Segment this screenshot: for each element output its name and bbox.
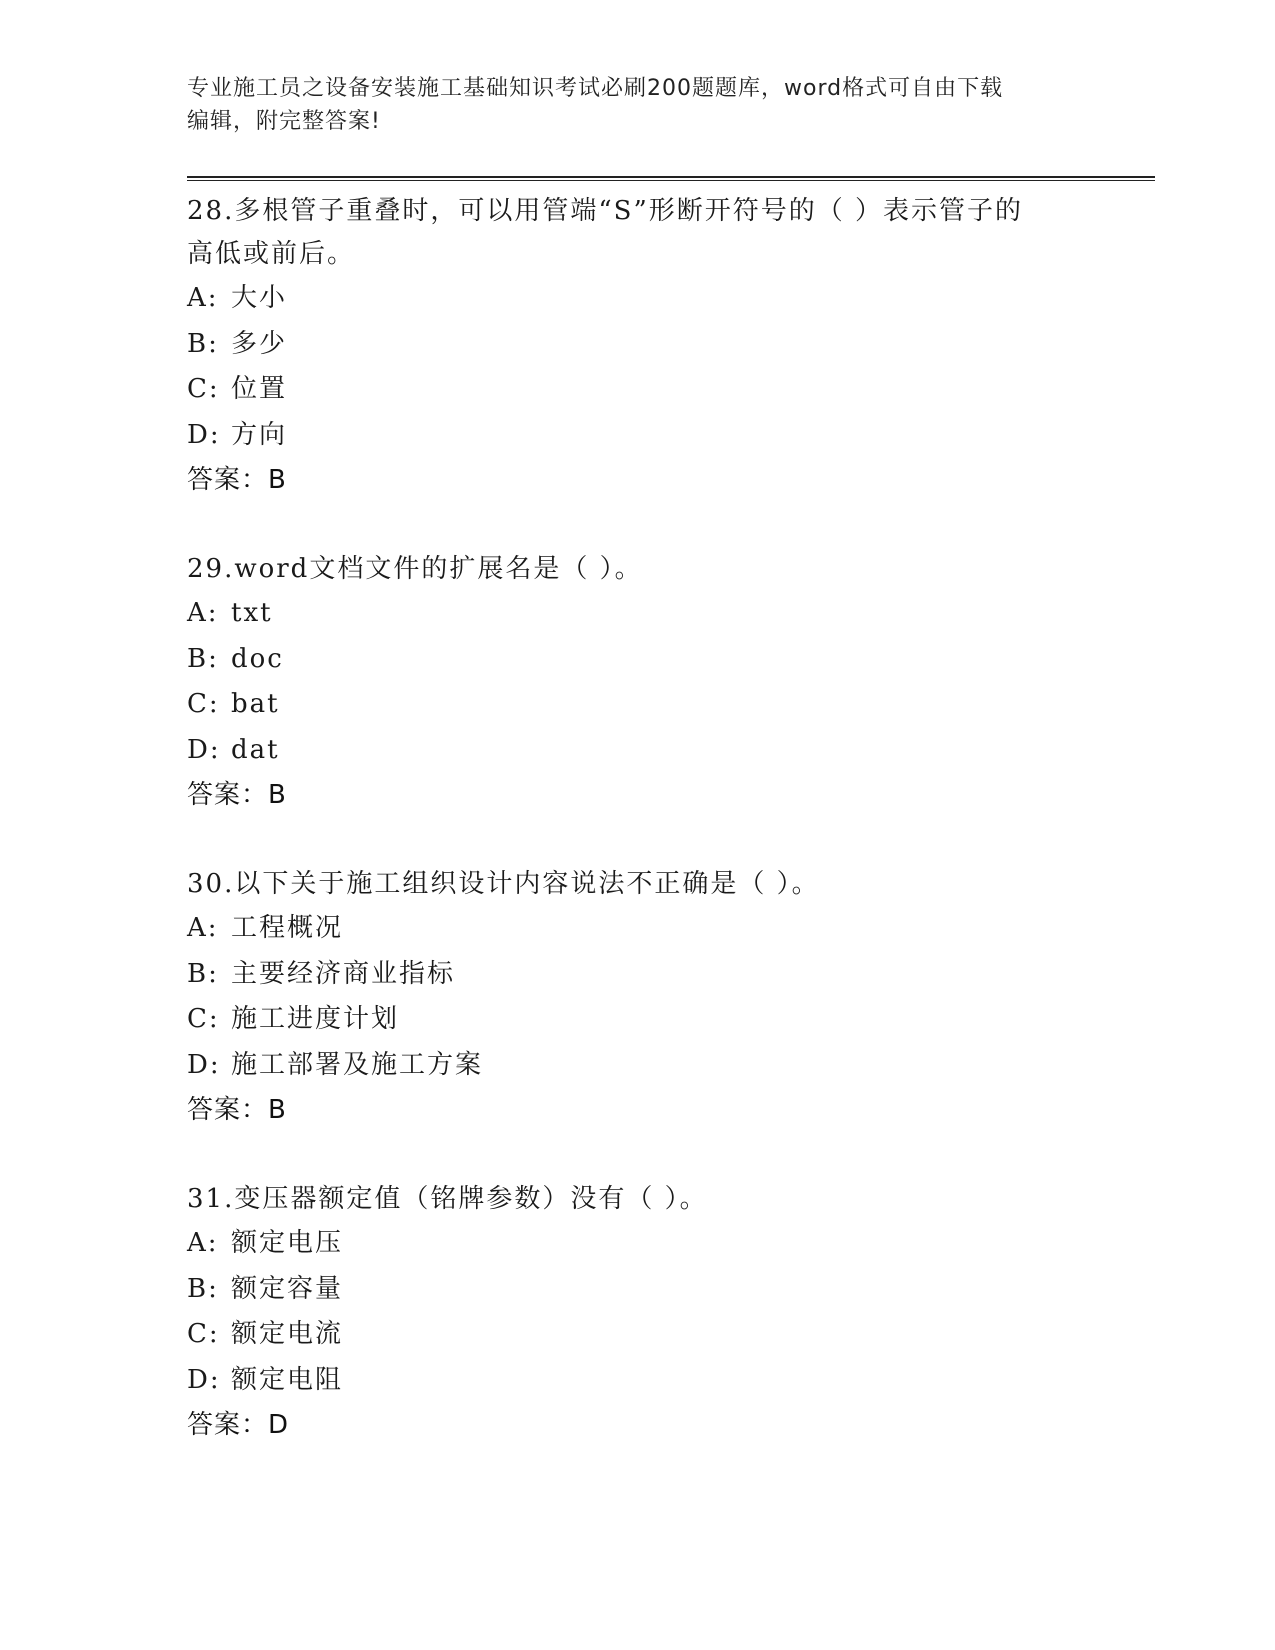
question-stem	[187, 548, 1087, 591]
option-d	[187, 728, 1087, 774]
question-spacer	[187, 1133, 1087, 1178]
option-c	[187, 997, 1087, 1043]
option-c	[187, 367, 1087, 413]
option-text: 额定电流	[231, 1319, 344, 1349]
option-b	[187, 1267, 1087, 1313]
option-letter: C:	[187, 374, 220, 404]
document-header	[187, 72, 1067, 138]
answer-line: 答案：B	[187, 1095, 287, 1125]
question-stem-line: 29.word文档文件的扩展名是（ ）。	[187, 554, 643, 584]
question-stem	[187, 190, 1087, 276]
option-letter: C:	[187, 1319, 220, 1349]
question-spacer	[187, 503, 1087, 548]
option-letter: A:	[187, 913, 219, 943]
question-stem-line: 31.变压器额定值（铭牌参数）没有（ ）。	[187, 1184, 708, 1214]
option-letter: C:	[187, 1004, 220, 1034]
option-text: 大小	[231, 283, 288, 313]
option-text: doc	[231, 643, 284, 674]
option-letter: A:	[187, 283, 219, 313]
option-b	[187, 637, 1087, 683]
option-d	[187, 1043, 1087, 1089]
option-text: dat	[231, 734, 280, 765]
option-a	[187, 276, 1087, 322]
question-29	[187, 548, 1087, 818]
option-text: 方向	[231, 419, 288, 450]
option-text: 多少	[231, 328, 288, 359]
option-letter: B:	[187, 1273, 219, 1304]
option-c	[187, 1312, 1087, 1358]
answer-line: 答案：B	[187, 780, 287, 810]
option-letter: A:	[187, 598, 219, 628]
option-d	[187, 413, 1087, 459]
option-a	[187, 1221, 1087, 1267]
option-letter: B:	[187, 958, 219, 989]
question-stem-line: 30.以下关于施工组织设计内容说法不正确是（ ）。	[187, 869, 820, 899]
option-b	[187, 322, 1087, 368]
question-list	[187, 190, 1087, 1448]
question-31	[187, 1178, 1087, 1448]
question-spacer	[187, 818, 1087, 863]
option-text: 施工进度计划	[231, 1004, 400, 1034]
option-letter: B:	[187, 328, 219, 359]
header-divider	[187, 176, 1155, 181]
option-letter: A:	[187, 1228, 219, 1258]
answer-line: 答案：B	[187, 465, 287, 495]
question-28	[187, 190, 1087, 503]
option-text: 施工部署及施工方案	[231, 1049, 484, 1080]
option-letter: D:	[187, 1364, 221, 1395]
option-letter: D:	[187, 419, 221, 450]
question-stem	[187, 1178, 1087, 1221]
option-b	[187, 952, 1087, 998]
option-text: 额定电压	[231, 1228, 344, 1258]
option-text: 额定电阻	[231, 1364, 344, 1395]
option-d	[187, 1358, 1087, 1404]
option-text: 工程概况	[231, 913, 344, 943]
option-c	[187, 682, 1087, 728]
header-line-1: 专业施工员之设备安装施工基础知识考试必刷200题题库，word格式可自由下载	[187, 76, 1004, 101]
question-stem	[187, 863, 1087, 906]
answer-line: 答案：D	[187, 1410, 290, 1440]
option-text: bat	[231, 689, 280, 719]
option-letter: B:	[187, 643, 219, 674]
question-30	[187, 863, 1087, 1133]
option-letter: D:	[187, 734, 221, 765]
option-text: txt	[231, 598, 273, 628]
header-line-2: 编辑，附完整答案!	[187, 109, 381, 134]
question-stem-line: 高低或前后。	[187, 239, 356, 269]
question-stem-line: 28.多根管子重叠时，可以用管端“S”形断开符号的（ ）表示管子的	[187, 196, 1024, 226]
option-text: 额定容量	[231, 1273, 344, 1304]
option-letter: C:	[187, 689, 220, 719]
option-a	[187, 591, 1087, 637]
option-text: 主要经济商业指标	[231, 958, 456, 989]
option-a	[187, 906, 1087, 952]
option-text: 位置	[231, 374, 288, 404]
option-letter: D:	[187, 1049, 221, 1080]
